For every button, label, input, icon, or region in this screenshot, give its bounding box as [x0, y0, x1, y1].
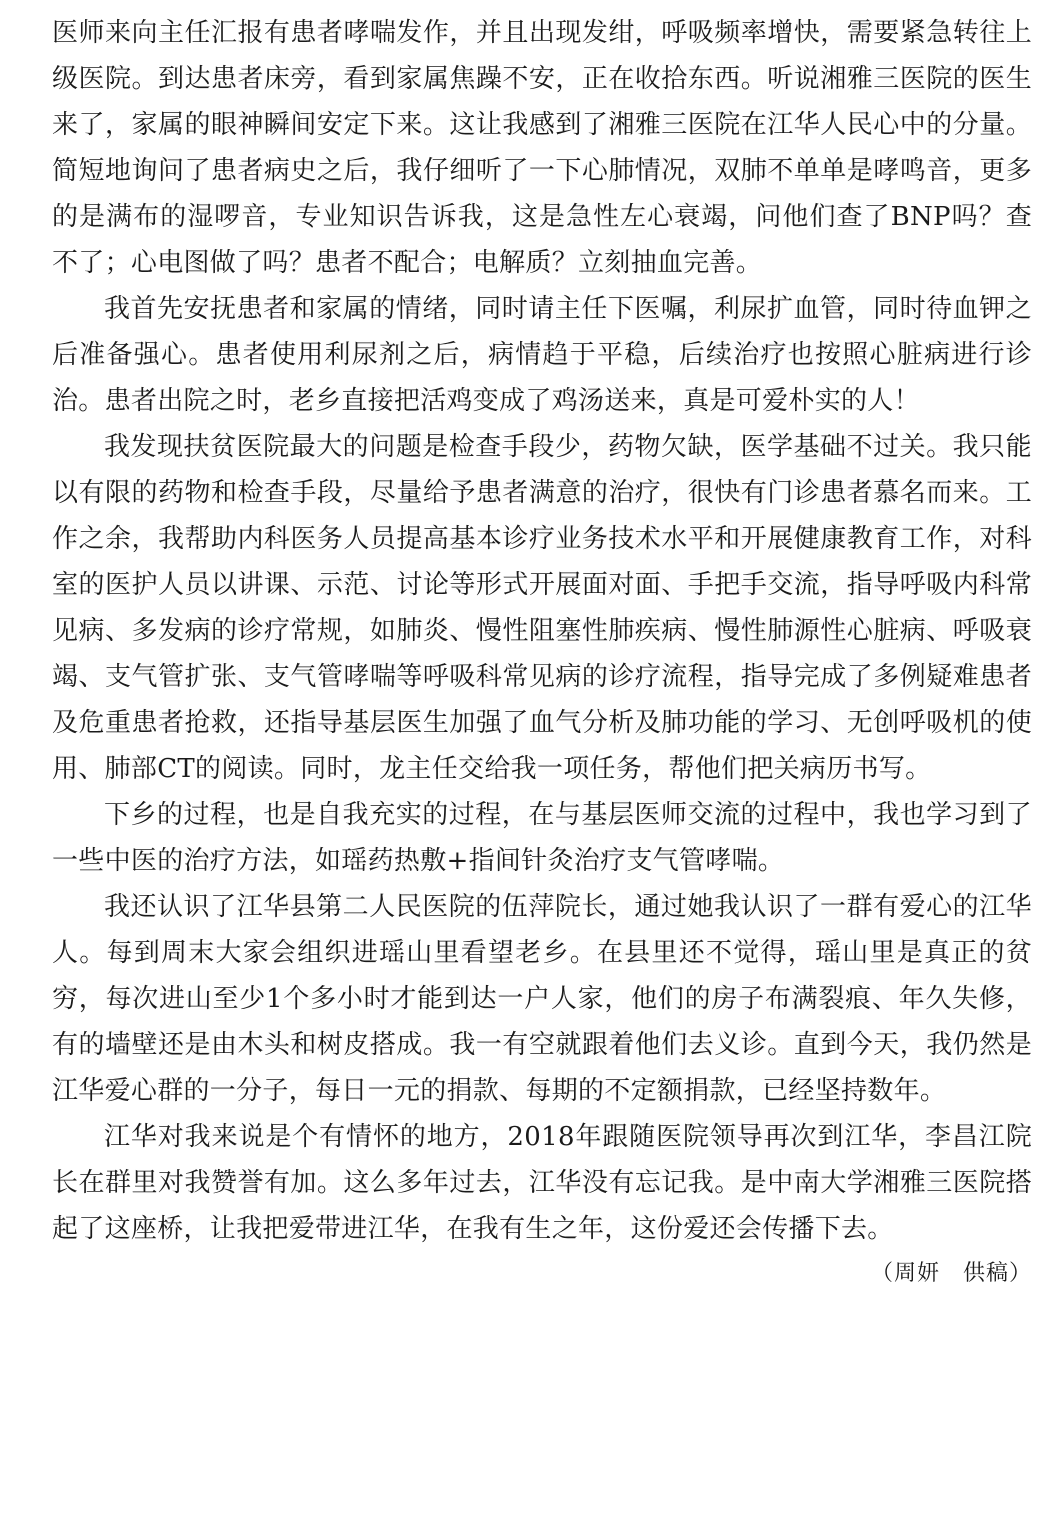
paragraph: 我首先安抚患者和家属的情绪，同时请主任下医嘱，利尿扩血管，同时待血钾之后准备强心。患者使用利尿剂之后，病情趋于平稳，后续治疗也按照心脏病进行诊治。患者出院之时，老乡直接把活鸡变成了鸡汤送来，真是可爱朴实的人！: [52, 294, 1032, 416]
article-page: [52, 10, 1032, 1294]
author-credit: （周妍 供稿）: [870, 1261, 1032, 1286]
paragraph: 我还认识了江华县第二人民医院的伍萍院长，通过她我认识了一群有爱心的江华人。每到周末大家会组织进瑶山里看望老乡。在县里还不觉得，瑶山里是真正的贫穷，每次进山至少1个多小时才能到达一户人家，他们的房子布满裂痕、年久失修，有的墙壁还是由木头和树皮搭成。我一有空就跟着他们去义诊。直到今天，我仍然是江华爱心群的一分子，每日一元的捐款、每期的不定额捐款，已经坚持数年。: [52, 892, 1032, 1106]
paragraph: 下乡的过程，也是自我充实的过程，在与基层医师交流的过程中，我也学习到了一些中医的治疗方法，如瑶药热敷+指间针灸治疗支气管哮喘。: [52, 800, 1032, 876]
paragraph-continued: 医师来向主任汇报有患者哮喘发作，并且出现发绀，呼吸频率增快，需要紧急转往上级医院。到达患者床旁，看到家属焦躁不安，正在收拾东西。听说湘雅三医院的医生来了，家属的眼神瞬间安定下来。这让我感到了湘雅三医院在江华人民心中的分量。简短地询问了患者病史之后，我仔细听了一下心肺情况，双肺不单单是哮鸣音，更多的是满布的湿啰音，专业知识告诉我，这是急性左心衰竭，问他们查了BNP吗？查不了；心电图做了吗？患者不配合；电解质？立刻抽血完善。: [52, 18, 1032, 278]
paragraph: 我发现扶贫医院最大的问题是检查手段少，药物欠缺，医学基础不过关。我只能以有限的药物和检查手段，尽量给予患者满意的治疗，很快有门诊患者慕名而来。工作之余，我帮助内科医务人员提高基本诊疗业务技术水平和开展健康教育工作，对科室的医护人员以讲课、示范、讨论等形式开展面对面、手把手交流，指导呼吸内科常见病、多发病的诊疗常规，如肺炎、慢性阻塞性肺疾病、慢性肺源性心脏病、呼吸衰竭、支气管扩张、支气管哮喘等呼吸科常见病的诊疗流程，指导完成了多例疑难患者及危重患者抢救，还指导基层医生加强了血气分析及肺功能的学习、无创呼吸机的使用、肺部CT的阅读。同时，龙主任交给我一项任务，帮他们把关病历书写。: [52, 432, 1032, 784]
paragraph: 江华对我来说是个有情怀的地方，2018年跟随医院领导再次到江华，李昌江院长在群里对我赞誉有加。这么多年过去，江华没有忘记我。是中南大学湘雅三医院搭起了这座桥，让我把爱带进江华，在我有生之年，这份爱还会传播下去。: [52, 1122, 1032, 1244]
